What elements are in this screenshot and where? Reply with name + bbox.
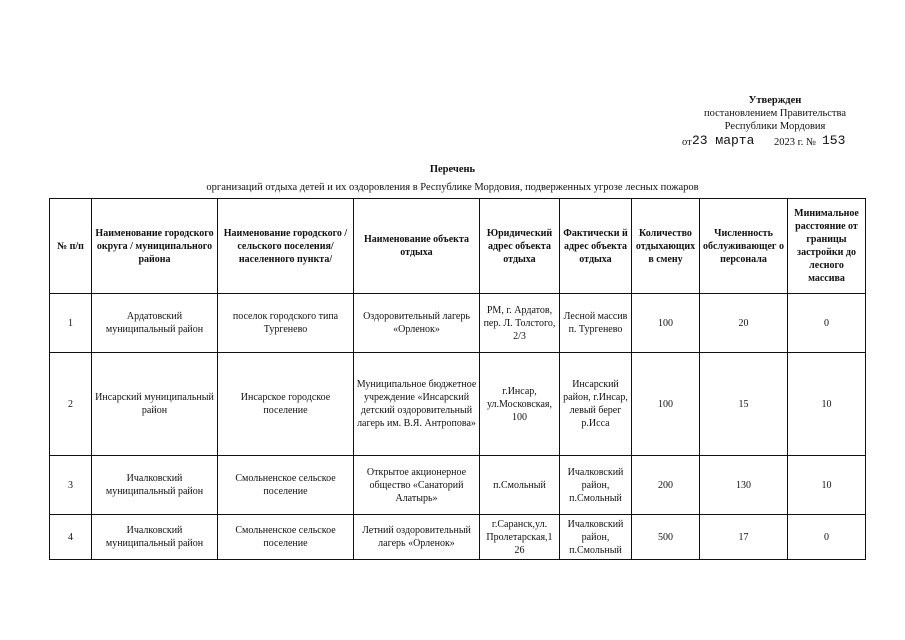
approval-date: 23 марта bbox=[692, 133, 755, 148]
cell-legal-address: п.Смольный bbox=[480, 456, 560, 515]
date-year: 2023 г. № bbox=[774, 137, 817, 148]
document-subtitle: организаций отдыха детей и их оздоровления в Республике Мордовия, подверженных угрозе лесных пожаров bbox=[206, 182, 699, 193]
cell-guests: 200 bbox=[632, 456, 700, 515]
cell-actual-address: Инсарский район, г.Инсар, левый берег р.Исса bbox=[560, 353, 632, 456]
cell-object: Летний оздоровительный лагерь «Орленок» bbox=[354, 515, 480, 560]
cell-staff: 130 bbox=[700, 456, 788, 515]
cell-staff: 20 bbox=[700, 294, 788, 353]
header-settlement: Наименование городского / сельского поселения/ населенного пункта/ bbox=[218, 199, 354, 294]
header-object: Наименование объекта отдыха bbox=[354, 199, 480, 294]
document-title: Перечень bbox=[429, 164, 476, 175]
header-distance: Минимальное расстояние от границы застройки до лесного массива bbox=[788, 199, 866, 294]
cell-legal-address: г.Саранск,ул. Пролетарская,1 26 bbox=[480, 515, 560, 560]
organizations-table bbox=[49, 198, 866, 560]
cell-legal-address: г.Инсар, ул.Московская, 100 bbox=[480, 353, 560, 456]
table-header-row bbox=[50, 199, 866, 294]
decree-number: 153 bbox=[822, 133, 846, 148]
table-row bbox=[50, 294, 866, 353]
cell-actual-address: Ичалковский район, п.Смольный bbox=[560, 515, 632, 560]
cell-settlement: Инсарское городское поселение bbox=[218, 353, 354, 456]
cell-guests: 500 bbox=[632, 515, 700, 560]
cell-legal-address: РМ, г. Ардатов, пер. Л. Толстого, 2/3 bbox=[480, 294, 560, 353]
cell-district: Инсарский муниципальный район bbox=[92, 353, 218, 456]
header-guests: Количество отдыхающих в смену bbox=[632, 199, 700, 294]
approval-block bbox=[660, 94, 890, 151]
cell-settlement: Смольненское сельское поселение bbox=[218, 456, 354, 515]
cell-guests: 100 bbox=[632, 294, 700, 353]
cell-settlement: Смольненское сельское поселение bbox=[218, 515, 354, 560]
cell-number: 2 bbox=[50, 353, 92, 456]
cell-settlement: поселок городского типа Тургенево bbox=[218, 294, 354, 353]
cell-number: 1 bbox=[50, 294, 92, 353]
approval-date-line bbox=[660, 135, 890, 151]
cell-distance: 10 bbox=[788, 456, 866, 515]
approval-line-2: Республики Мордовия bbox=[724, 121, 826, 132]
cell-distance: 0 bbox=[788, 294, 866, 353]
cell-object: Муниципальное бюджетное учреждение «Инсарский детский оздоровительный лагерь им. В.Я. Антропова» bbox=[354, 353, 480, 456]
header-actual-address: Фактически й адрес объекта отдыха bbox=[560, 199, 632, 294]
approval-title: Утвержден bbox=[748, 95, 802, 106]
header-staff: Численность обслуживающег о персонала bbox=[700, 199, 788, 294]
header-number: № п/п bbox=[50, 199, 92, 294]
cell-staff: 15 bbox=[700, 353, 788, 456]
cell-object: Открытое акционерное общество «Санаторий Алатырь» bbox=[354, 456, 480, 515]
cell-number: 4 bbox=[50, 515, 92, 560]
cell-number: 3 bbox=[50, 456, 92, 515]
cell-district: Ичалковский муниципальный район bbox=[92, 456, 218, 515]
cell-object: Оздоровительный лагерь «Орленок» bbox=[354, 294, 480, 353]
table-row bbox=[50, 353, 866, 456]
cell-distance: 10 bbox=[788, 353, 866, 456]
cell-district: Ардатовский муниципальный район bbox=[92, 294, 218, 353]
cell-guests: 100 bbox=[632, 353, 700, 456]
table-row bbox=[50, 456, 866, 515]
cell-actual-address: Лесной массив п. Тургенево bbox=[560, 294, 632, 353]
cell-distance: 0 bbox=[788, 515, 866, 560]
approval-line-1: постановлением Правительства bbox=[703, 108, 846, 119]
cell-actual-address: Ичалковский район, п.Смольный bbox=[560, 456, 632, 515]
header-legal-address: Юридический адрес объекта отдыха bbox=[480, 199, 560, 294]
date-prefix: от bbox=[682, 137, 692, 148]
cell-staff: 17 bbox=[700, 515, 788, 560]
table-row bbox=[50, 515, 866, 560]
cell-district: Ичалковский муниципальный район bbox=[92, 515, 218, 560]
header-district: Наименование городского округа / муниципального района bbox=[92, 199, 218, 294]
